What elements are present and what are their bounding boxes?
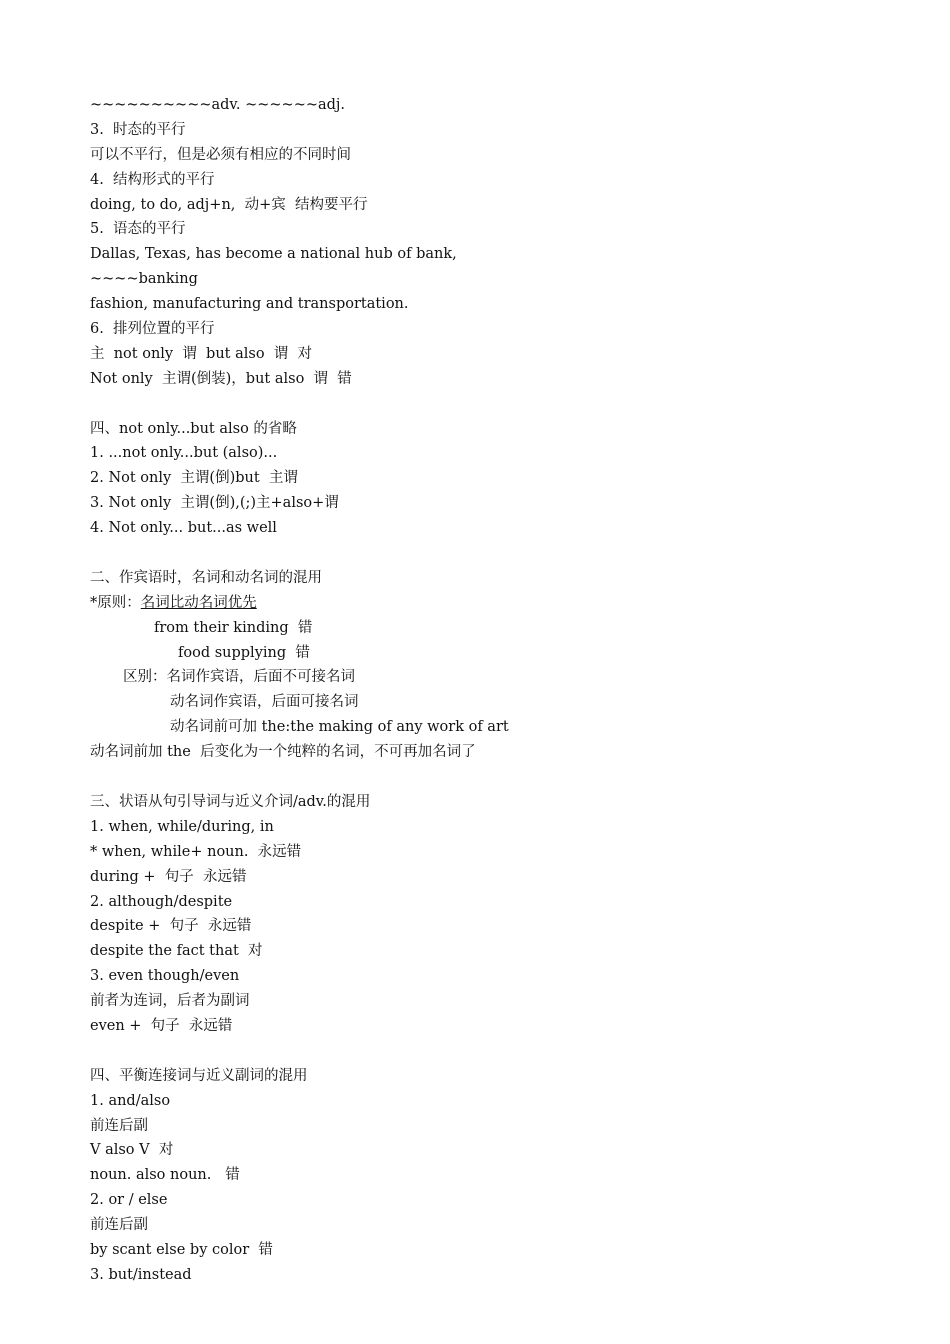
- text-line: [90, 914, 910, 939]
- text-line: [90, 1188, 910, 1213]
- text-line: [90, 740, 910, 765]
- text-line: [90, 367, 910, 392]
- line-text: 4. 结构形式的平行: [90, 171, 215, 188]
- line-text: 2. although/despite: [90, 893, 233, 910]
- text-line: [90, 516, 910, 541]
- text-line: [90, 840, 910, 865]
- line-text: 1. ...not only...but (also)...: [90, 445, 278, 462]
- line-text: 动名词前加 the 后变化为一个纯粹的名词，不可再加名词了: [90, 744, 476, 761]
- line-text: during + 句子 永远错: [90, 868, 247, 885]
- text-line: [90, 890, 910, 915]
- text-line: [90, 665, 910, 690]
- line-text: 三、状语从句引导词与近义介词/adv.的混用: [90, 793, 371, 810]
- line-text: 6. 排列位置的平行: [90, 321, 215, 338]
- text-line: [90, 217, 910, 242]
- text-line: [90, 616, 910, 641]
- line-text: ~~~~banking: [90, 271, 198, 288]
- blank-line: [90, 392, 910, 417]
- text-line: [90, 168, 910, 193]
- blank-line: [90, 765, 910, 790]
- text-line: [90, 118, 910, 143]
- blank-line: [90, 1039, 910, 1064]
- line-text: 动名词作宾语，后面可接名词: [170, 694, 359, 711]
- line-text: 3. but/instead: [90, 1266, 192, 1283]
- line-text: * when, while+ noun. 永远错: [90, 843, 302, 860]
- text-line: [90, 242, 910, 267]
- text-line: [90, 1263, 910, 1288]
- line-text: food supplying 错: [178, 644, 310, 661]
- line-text: 区别：名词作宾语，后面不可接名词: [123, 669, 355, 686]
- text-line: [90, 1213, 910, 1238]
- document-body: [90, 93, 910, 1288]
- line-text: 4. Not only... but...as well: [90, 520, 277, 537]
- line-text: V also V 对: [90, 1142, 174, 1159]
- line-text: fashion, manufacturing and transportation.: [90, 296, 409, 313]
- text-line: [90, 641, 910, 666]
- line-text: 四、not only...but also 的省略: [90, 420, 297, 437]
- line-text: by scant else by color 错: [90, 1241, 273, 1258]
- text-line: [90, 989, 910, 1014]
- line-text: doing, to do, adj+n, 动+宾 结构要平行: [90, 196, 368, 213]
- line-text: 3. Not only 主谓(倒),(;)主+also+谓: [90, 495, 339, 512]
- line-text: 四、平衡连接词与近义副词的混用: [90, 1067, 308, 1084]
- line-text: 1. when, while/during, in: [90, 818, 274, 835]
- line-text: noun. also noun. 错: [90, 1167, 240, 1184]
- text-line: [90, 441, 910, 466]
- line-text: even + 句子 永远错: [90, 1017, 233, 1034]
- line-text: 动名词前可加 the:the making of any work of art: [170, 719, 509, 736]
- text-line: [90, 1114, 910, 1139]
- line-text: 主 not only 谓 but also 谓 对: [90, 345, 313, 362]
- line-text: despite + 句子 永远错: [90, 918, 252, 935]
- text-line: [90, 466, 910, 491]
- text-line: [90, 1163, 910, 1188]
- line-text: 前者为连词，后者为副词: [90, 993, 250, 1010]
- line-text: 2. Not only 主谓(倒)but 主谓: [90, 470, 298, 487]
- text-line: [90, 417, 910, 442]
- text-line: [90, 690, 910, 715]
- line-text: *原则：: [90, 594, 141, 611]
- line-text: 3. 时态的平行: [90, 121, 186, 138]
- text-line: [90, 93, 910, 118]
- text-line: [90, 1064, 910, 1089]
- text-line: [90, 1089, 910, 1114]
- line-text: 前连后副: [90, 1117, 148, 1134]
- text-line: [90, 790, 910, 815]
- text-line: [90, 715, 910, 740]
- text-line: [90, 143, 910, 168]
- text-line: [90, 342, 910, 367]
- text-line: [90, 865, 910, 890]
- text-line: [90, 939, 910, 964]
- blank-line: [90, 541, 910, 566]
- text-line: [90, 1014, 910, 1039]
- text-line: [90, 292, 910, 317]
- line-text: Dallas, Texas, has become a national hub of bank,: [90, 246, 457, 263]
- text-line: [90, 815, 910, 840]
- underlined-principle: 名词比动名词优先: [140, 594, 257, 611]
- text-line: [90, 566, 910, 591]
- line-text: 可以不平行，但是必须有相应的不同时间: [90, 146, 351, 163]
- line-text: from their kinding 错: [154, 619, 313, 636]
- text-line: [90, 591, 910, 616]
- text-line: [90, 193, 910, 218]
- text-line: [90, 267, 910, 292]
- line-text: 1. and/also: [90, 1092, 171, 1109]
- text-line: [90, 1238, 910, 1263]
- line-text: 5. 语态的平行: [90, 221, 186, 238]
- text-line: [90, 317, 910, 342]
- line-text: despite the fact that 对: [90, 943, 263, 960]
- line-text: 前连后副: [90, 1217, 148, 1234]
- line-text: 3. even though/even: [90, 968, 240, 985]
- text-line: [90, 491, 910, 516]
- line-text: Not only 主谓(倒装)，but also 谓 错: [90, 370, 352, 387]
- text-line: [90, 1138, 910, 1163]
- line-text: 二、作宾语时，名词和动名词的混用: [90, 569, 322, 586]
- line-text: 2. or / else: [90, 1192, 168, 1209]
- line-text: ~~~~~~~~~~adv. ~~~~~~adj.: [90, 97, 346, 113]
- text-line: [90, 964, 910, 989]
